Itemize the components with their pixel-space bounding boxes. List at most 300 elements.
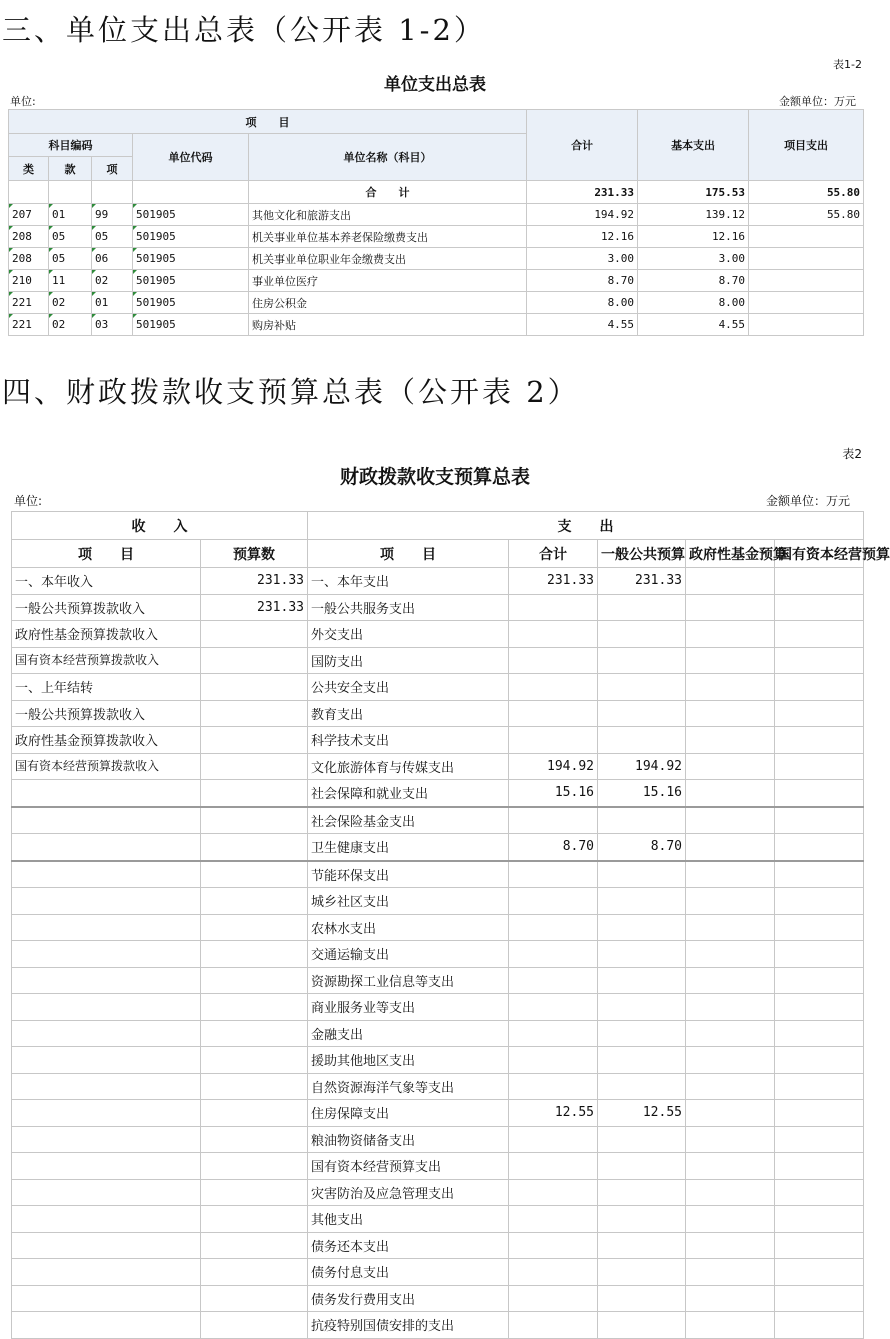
row-expense-total bbox=[509, 807, 598, 834]
table-row bbox=[9, 248, 864, 270]
row-expense-item: 金融支出 bbox=[308, 1020, 509, 1047]
row-expense-fund bbox=[686, 568, 775, 595]
row-expense-total bbox=[509, 1047, 598, 1074]
row-basic: 8.00 bbox=[638, 292, 749, 314]
row-income-item bbox=[12, 1020, 201, 1047]
row-project bbox=[749, 292, 864, 314]
row-basic: 4.55 bbox=[638, 314, 749, 336]
row-income-budget bbox=[201, 967, 308, 994]
row-income-budget bbox=[201, 807, 308, 834]
row-income-budget bbox=[201, 1047, 308, 1074]
row-expense-general bbox=[598, 888, 686, 915]
table-row bbox=[12, 888, 864, 915]
row-expense-general bbox=[598, 1206, 686, 1233]
sum-total: 231.33 bbox=[527, 181, 638, 204]
row-expense-general bbox=[598, 1047, 686, 1074]
row-income-item bbox=[12, 807, 201, 834]
row-unit-name: 住房公积金 bbox=[249, 292, 527, 314]
row-income-budget bbox=[201, 941, 308, 968]
row-expense-capital bbox=[775, 780, 864, 807]
row-expense-general bbox=[598, 1020, 686, 1047]
row-income-budget bbox=[201, 861, 308, 888]
row-expense-general bbox=[598, 1073, 686, 1100]
row-income-item bbox=[12, 834, 201, 861]
unit-label: 单位: bbox=[10, 95, 36, 108]
row-expense-general bbox=[598, 1232, 686, 1259]
row-lei: 207 bbox=[9, 204, 49, 226]
row-expense-capital bbox=[775, 1047, 864, 1074]
row-income-budget bbox=[201, 753, 308, 780]
row-income-item bbox=[12, 1153, 201, 1180]
table-row bbox=[12, 1153, 864, 1180]
row-expense-item: 资源勘探工业信息等支出 bbox=[308, 967, 509, 994]
table-row bbox=[12, 807, 864, 834]
table-row bbox=[12, 1020, 864, 1047]
row-expense-total: 8.70 bbox=[509, 834, 598, 861]
row-income-item bbox=[12, 1179, 201, 1206]
row-expense-item: 社会保险基金支出 bbox=[308, 807, 509, 834]
table-row bbox=[12, 1073, 864, 1100]
row-expense-fund bbox=[686, 1285, 775, 1312]
row-expense-capital bbox=[775, 1206, 864, 1233]
row-basic: 139.12 bbox=[638, 204, 749, 226]
row-expense-general bbox=[598, 594, 686, 621]
row-expense-item: 债务付息支出 bbox=[308, 1259, 509, 1286]
row-unit-code: 501905 bbox=[133, 292, 249, 314]
row-expense-item: 抗疫特别国债安排的支出 bbox=[308, 1312, 509, 1339]
row-lei: 210 bbox=[9, 270, 49, 292]
header-income-item: 项 目 bbox=[12, 540, 201, 568]
row-expense-item: 商业服务业等支出 bbox=[308, 994, 509, 1021]
row-kuan: 02 bbox=[49, 292, 92, 314]
row-expense-item: 国防支出 bbox=[308, 647, 509, 674]
table-number: 表1-2 bbox=[833, 58, 862, 71]
row-expense-capital bbox=[775, 1285, 864, 1312]
row-expense-total bbox=[509, 1259, 598, 1286]
row-expense-capital bbox=[775, 807, 864, 834]
header-project: 项目支出 bbox=[749, 110, 864, 181]
row-expense-capital bbox=[775, 941, 864, 968]
row-expense-general: 12.55 bbox=[598, 1100, 686, 1127]
row-expense-fund bbox=[686, 1179, 775, 1206]
row-income-budget bbox=[201, 621, 308, 648]
row-expense-item: 粮油物资储备支出 bbox=[308, 1126, 509, 1153]
row-lei: 208 bbox=[9, 226, 49, 248]
row-xiang: 05 bbox=[92, 226, 133, 248]
table-row bbox=[12, 861, 864, 888]
row-expense-general bbox=[598, 914, 686, 941]
row-expense-total bbox=[509, 861, 598, 888]
row-income-item bbox=[12, 780, 201, 807]
row-income-budget bbox=[201, 914, 308, 941]
row-income-item bbox=[12, 994, 201, 1021]
row-income-item: 一般公共预算拨款收入 bbox=[12, 700, 201, 727]
row-income-item bbox=[12, 1206, 201, 1233]
row-income-item bbox=[12, 861, 201, 888]
row-expense-fund bbox=[686, 1020, 775, 1047]
header-subject-code: 科目编码 bbox=[9, 134, 133, 157]
row-income-budget bbox=[201, 647, 308, 674]
row-income-item bbox=[12, 1047, 201, 1074]
row-expense-general: 8.70 bbox=[598, 834, 686, 861]
table-row bbox=[12, 621, 864, 648]
row-kuan: 01 bbox=[49, 204, 92, 226]
row-xiang: 06 bbox=[92, 248, 133, 270]
row-income-item bbox=[12, 888, 201, 915]
row-expense-fund bbox=[686, 727, 775, 754]
table-row bbox=[12, 727, 864, 754]
row-expense-fund bbox=[686, 1126, 775, 1153]
table-row bbox=[12, 594, 864, 621]
row-expense-item: 节能环保支出 bbox=[308, 861, 509, 888]
row-kuan: 05 bbox=[49, 226, 92, 248]
table-row bbox=[12, 914, 864, 941]
row-expense-total bbox=[509, 1285, 598, 1312]
row-expense-total bbox=[509, 994, 598, 1021]
table2-caption: 财政拨款收支预算总表 bbox=[339, 466, 530, 488]
table-row bbox=[9, 204, 864, 226]
row-expense-item: 住房保障支出 bbox=[308, 1100, 509, 1127]
header-item: 项 目 bbox=[9, 110, 527, 134]
row-total: 12.16 bbox=[527, 226, 638, 248]
row-expense-general bbox=[598, 647, 686, 674]
row-unit-name: 购房补贴 bbox=[249, 314, 527, 336]
row-expense-total bbox=[509, 594, 598, 621]
row-expense-capital bbox=[775, 914, 864, 941]
row-expense-general bbox=[598, 967, 686, 994]
table-row bbox=[12, 1232, 864, 1259]
row-expense-total bbox=[509, 1126, 598, 1153]
row-expense-item: 国有资本经营预算支出 bbox=[308, 1153, 509, 1180]
row-expense-fund bbox=[686, 700, 775, 727]
row-unit-name: 其他文化和旅游支出 bbox=[249, 204, 527, 226]
row-income-item bbox=[12, 967, 201, 994]
table-row bbox=[12, 967, 864, 994]
row-expense-fund bbox=[686, 888, 775, 915]
row-expense-total: 12.55 bbox=[509, 1100, 598, 1127]
row-expense-total bbox=[509, 647, 598, 674]
row-expense-capital bbox=[775, 700, 864, 727]
row-expense-item: 债务发行费用支出 bbox=[308, 1285, 509, 1312]
header-basic: 基本支出 bbox=[638, 110, 749, 181]
row-total: 8.00 bbox=[527, 292, 638, 314]
row-expense-item: 外交支出 bbox=[308, 621, 509, 648]
table-row bbox=[12, 780, 864, 807]
row-expense-total bbox=[509, 1179, 598, 1206]
row-lei: 221 bbox=[9, 292, 49, 314]
row-income-item bbox=[12, 1100, 201, 1127]
row-expense-total bbox=[509, 1073, 598, 1100]
row-income-budget bbox=[201, 1179, 308, 1206]
row-expense-capital bbox=[775, 1073, 864, 1100]
row-expense-general bbox=[598, 807, 686, 834]
row-expense-capital bbox=[775, 861, 864, 888]
row-expense-item: 科学技术支出 bbox=[308, 727, 509, 754]
header-expense-item: 项 目 bbox=[308, 540, 509, 568]
row-expense-item: 文化旅游体育与传媒支出 bbox=[308, 753, 509, 780]
row-basic: 12.16 bbox=[638, 226, 749, 248]
row-expense-fund bbox=[686, 1206, 775, 1233]
row-expense-capital bbox=[775, 1179, 864, 1206]
row-expense-fund bbox=[686, 594, 775, 621]
row-income-item: 政府性基金预算拨款收入 bbox=[12, 621, 201, 648]
table2-unit-label: 单位: bbox=[14, 494, 43, 508]
row-income-budget bbox=[201, 1020, 308, 1047]
row-income-budget bbox=[201, 1232, 308, 1259]
row-expense-item: 社会保障和就业支出 bbox=[308, 780, 509, 807]
table-row bbox=[12, 1206, 864, 1233]
header-income: 收 入 bbox=[12, 512, 308, 540]
row-income-budget bbox=[201, 1206, 308, 1233]
table-row bbox=[9, 226, 864, 248]
row-expense-fund bbox=[686, 1153, 775, 1180]
row-expense-fund bbox=[686, 753, 775, 780]
row-expense-fund bbox=[686, 1073, 775, 1100]
row-income-item bbox=[12, 1285, 201, 1312]
row-lei: 221 bbox=[9, 314, 49, 336]
row-unit-name: 事业单位医疗 bbox=[249, 270, 527, 292]
row-expense-total bbox=[509, 621, 598, 648]
row-kuan: 11 bbox=[49, 270, 92, 292]
row-expense-general bbox=[598, 994, 686, 1021]
row-expense-fund bbox=[686, 861, 775, 888]
row-expense-capital bbox=[775, 967, 864, 994]
row-expense-capital bbox=[775, 753, 864, 780]
row-income-item bbox=[12, 1259, 201, 1286]
row-expense-capital bbox=[775, 1126, 864, 1153]
row-expense-capital bbox=[775, 621, 864, 648]
row-expense-fund bbox=[686, 994, 775, 1021]
row-income-budget bbox=[201, 888, 308, 915]
row-expense-item: 公共安全支出 bbox=[308, 674, 509, 701]
row-unit-code: 501905 bbox=[133, 270, 249, 292]
row-expense-item: 其他支出 bbox=[308, 1206, 509, 1233]
row-expense-general bbox=[598, 674, 686, 701]
row-expense-item: 交通运输支出 bbox=[308, 941, 509, 968]
row-expense-item: 援助其他地区支出 bbox=[308, 1047, 509, 1074]
row-expense-fund bbox=[686, 834, 775, 861]
header-budget: 预算数 bbox=[201, 540, 308, 568]
row-total: 194.92 bbox=[527, 204, 638, 226]
row-kuan: 05 bbox=[49, 248, 92, 270]
row-expense-item: 一、本年支出 bbox=[308, 568, 509, 595]
row-expense-general bbox=[598, 1179, 686, 1206]
row-expense-capital bbox=[775, 1020, 864, 1047]
row-expense-total bbox=[509, 914, 598, 941]
table-row bbox=[12, 568, 864, 595]
row-expense-general bbox=[598, 941, 686, 968]
row-expense-fund bbox=[686, 647, 775, 674]
row-expense-total bbox=[509, 1020, 598, 1047]
row-unit-name: 机关事业单位职业年金缴费支出 bbox=[249, 248, 527, 270]
row-lei: 208 bbox=[9, 248, 49, 270]
row-basic: 8.70 bbox=[638, 270, 749, 292]
section3-title: 三、单位支出总表（公开表 1-2） bbox=[2, 13, 486, 47]
row-expense-total bbox=[509, 1206, 598, 1233]
header-xiang: 项 bbox=[92, 157, 133, 181]
header-unit-name: 单位名称（科目） bbox=[249, 134, 527, 181]
row-expense-capital bbox=[775, 594, 864, 621]
row-income-budget: 231.33 bbox=[201, 594, 308, 621]
row-total: 8.70 bbox=[527, 270, 638, 292]
row-unit-code: 501905 bbox=[133, 248, 249, 270]
row-expense-total bbox=[509, 727, 598, 754]
row-expense-item: 农林水支出 bbox=[308, 914, 509, 941]
row-income-budget bbox=[201, 1312, 308, 1339]
table2-amount-unit-label: 金额单位：万元 bbox=[766, 494, 851, 508]
row-income-budget bbox=[201, 1126, 308, 1153]
row-expense-capital bbox=[775, 727, 864, 754]
row-expense-fund bbox=[686, 780, 775, 807]
row-expense-general bbox=[598, 1285, 686, 1312]
row-expense-general: 15.16 bbox=[598, 780, 686, 807]
row-income-budget bbox=[201, 1153, 308, 1180]
row-income-budget: 231.33 bbox=[201, 568, 308, 595]
row-income-budget bbox=[201, 1259, 308, 1286]
row-expense-capital bbox=[775, 1232, 864, 1259]
row-income-budget bbox=[201, 1100, 308, 1127]
table-row bbox=[9, 314, 864, 336]
row-expense-total bbox=[509, 888, 598, 915]
header-lei: 类 bbox=[9, 157, 49, 181]
row-expense-fund bbox=[686, 941, 775, 968]
row-expense-general bbox=[598, 621, 686, 648]
row-expense-total bbox=[509, 1232, 598, 1259]
row-unit-code: 501905 bbox=[133, 226, 249, 248]
sum-project: 55.80 bbox=[749, 181, 864, 204]
row-income-item: 一、本年收入 bbox=[12, 568, 201, 595]
table-row bbox=[12, 1047, 864, 1074]
row-expense-fund bbox=[686, 621, 775, 648]
table-row bbox=[12, 1259, 864, 1286]
row-expense-capital bbox=[775, 888, 864, 915]
unit-expenditure-table bbox=[8, 109, 864, 336]
table2-number: 表2 bbox=[842, 447, 862, 461]
row-income-budget bbox=[201, 1073, 308, 1100]
table-row bbox=[12, 700, 864, 727]
row-expense-total: 194.92 bbox=[509, 753, 598, 780]
row-income-budget bbox=[201, 700, 308, 727]
row-expense-capital bbox=[775, 674, 864, 701]
row-income-budget bbox=[201, 994, 308, 1021]
header-total: 合计 bbox=[527, 110, 638, 181]
row-expense-fund bbox=[686, 967, 775, 994]
row-expense-general bbox=[598, 727, 686, 754]
row-income-item bbox=[12, 1312, 201, 1339]
row-expense-fund bbox=[686, 1259, 775, 1286]
row-expense-general: 231.33 bbox=[598, 568, 686, 595]
row-xiang: 03 bbox=[92, 314, 133, 336]
row-income-item bbox=[12, 941, 201, 968]
row-expense-general bbox=[598, 700, 686, 727]
row-expense-general bbox=[598, 1312, 686, 1339]
row-expense-fund bbox=[686, 807, 775, 834]
row-project bbox=[749, 314, 864, 336]
table-row bbox=[12, 1100, 864, 1127]
row-expense-fund bbox=[686, 1312, 775, 1339]
amount-unit-label: 金额单位：万元 bbox=[779, 95, 856, 108]
row-unit-name: 机关事业单位基本养老保险缴费支出 bbox=[249, 226, 527, 248]
table-row bbox=[12, 1126, 864, 1153]
row-expense-fund bbox=[686, 914, 775, 941]
row-income-item: 国有资本经营预算拨款收入 bbox=[12, 647, 201, 674]
sum-label: 合 计 bbox=[249, 181, 527, 204]
row-income-item bbox=[12, 1232, 201, 1259]
row-xiang: 99 bbox=[92, 204, 133, 226]
section4-title: 四、财政拨款收支预算总表（公开表 2） bbox=[2, 375, 580, 409]
row-expense-capital bbox=[775, 568, 864, 595]
row-xiang: 02 bbox=[92, 270, 133, 292]
row-income-item: 一、上年结转 bbox=[12, 674, 201, 701]
row-income-item: 一般公共预算拨款收入 bbox=[12, 594, 201, 621]
row-income-item bbox=[12, 1073, 201, 1100]
row-expense-general bbox=[598, 1259, 686, 1286]
row-expense-capital bbox=[775, 994, 864, 1021]
row-expense-fund bbox=[686, 674, 775, 701]
row-expense-general bbox=[598, 1153, 686, 1180]
row-expense-total bbox=[509, 941, 598, 968]
row-expense-general bbox=[598, 1126, 686, 1153]
row-kuan: 02 bbox=[49, 314, 92, 336]
row-expense-item: 债务还本支出 bbox=[308, 1232, 509, 1259]
row-total: 3.00 bbox=[527, 248, 638, 270]
header-unit-code: 单位代码 bbox=[133, 134, 249, 181]
row-income-item: 政府性基金预算拨款收入 bbox=[12, 727, 201, 754]
table-row bbox=[12, 834, 864, 861]
row-expense-capital bbox=[775, 834, 864, 861]
row-expense-total bbox=[509, 1312, 598, 1339]
row-income-item bbox=[12, 1126, 201, 1153]
row-expense-item: 卫生健康支出 bbox=[308, 834, 509, 861]
fiscal-budget-table bbox=[11, 511, 890, 1339]
header-capital-budget: 国有资本经营预算 bbox=[775, 540, 864, 568]
row-unit-code: 501905 bbox=[133, 204, 249, 226]
row-expense-capital bbox=[775, 647, 864, 674]
table-row bbox=[9, 270, 864, 292]
row-expense-item: 城乡社区支出 bbox=[308, 888, 509, 915]
row-expense-total bbox=[509, 967, 598, 994]
row-project: 55.80 bbox=[749, 204, 864, 226]
row-total: 4.55 bbox=[527, 314, 638, 336]
row-income-budget bbox=[201, 727, 308, 754]
table-row bbox=[12, 753, 864, 780]
table-row bbox=[12, 941, 864, 968]
row-income-budget bbox=[201, 674, 308, 701]
row-project bbox=[749, 270, 864, 292]
row-xiang: 01 bbox=[92, 292, 133, 314]
sum-basic: 175.53 bbox=[638, 181, 749, 204]
table-row bbox=[12, 674, 864, 701]
row-basic: 3.00 bbox=[638, 248, 749, 270]
row-income-budget bbox=[201, 780, 308, 807]
row-expense-item: 教育支出 bbox=[308, 700, 509, 727]
row-expense-item: 一般公共服务支出 bbox=[308, 594, 509, 621]
row-expense-total: 15.16 bbox=[509, 780, 598, 807]
row-income-budget bbox=[201, 1285, 308, 1312]
header-expense: 支 出 bbox=[308, 512, 864, 540]
header-kuan: 款 bbox=[49, 157, 92, 181]
row-expense-total: 231.33 bbox=[509, 568, 598, 595]
row-expense-general: 194.92 bbox=[598, 753, 686, 780]
row-expense-fund bbox=[686, 1047, 775, 1074]
table-row bbox=[12, 1312, 864, 1339]
header-general-budget: 一般公共预算 bbox=[598, 540, 686, 568]
row-income-budget bbox=[201, 834, 308, 861]
row-expense-total bbox=[509, 1153, 598, 1180]
table-row bbox=[12, 994, 864, 1021]
header-fund-budget: 政府性基金预算 bbox=[686, 540, 775, 568]
row-income-item bbox=[12, 914, 201, 941]
